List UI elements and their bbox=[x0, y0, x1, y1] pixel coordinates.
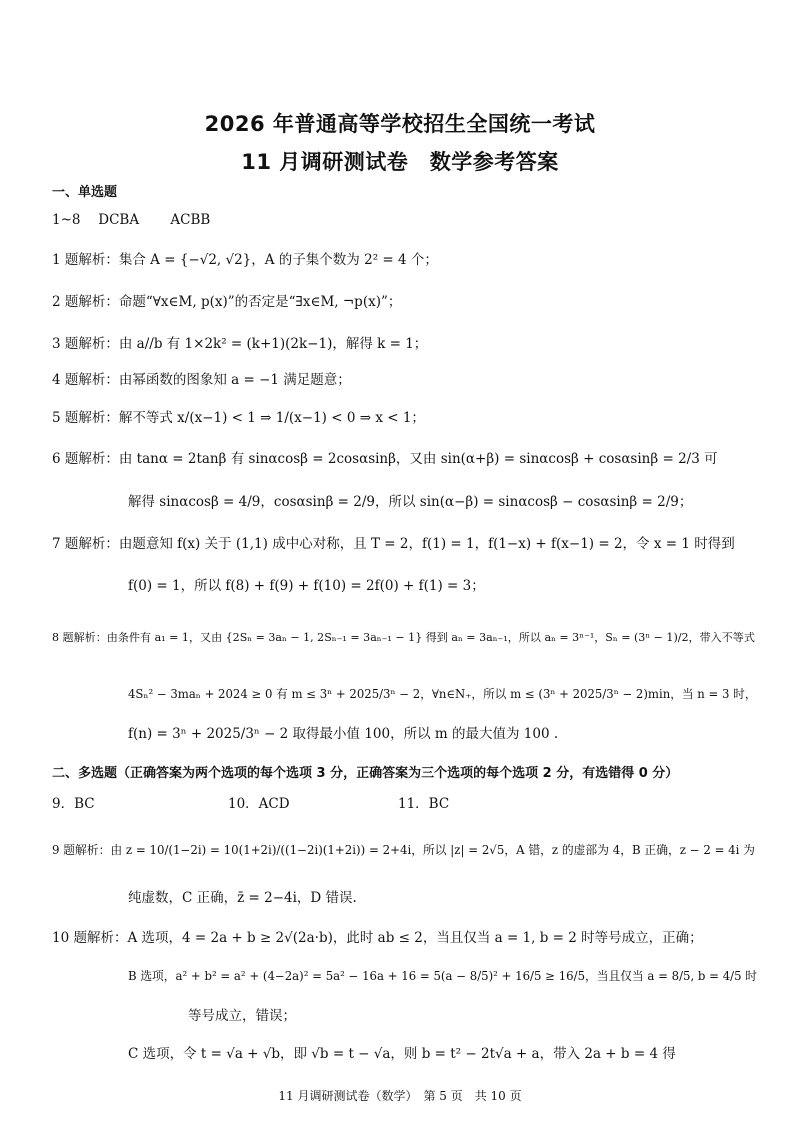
answer-key-1-8: 1~8 DCBA ACBB bbox=[52, 212, 211, 228]
solution-line: 4 题解析：由幂函数的图象知 a = −1 满足题意； bbox=[52, 372, 351, 388]
page-title: 2026 年普通高等学校招生全国统一考试 bbox=[204, 112, 596, 136]
solution-line: 解得 sinαcosβ = 4/9，cosαsinβ = 2/9，所以 sin(α−β) = sinαcosβ − cosαsinβ = 2/9； bbox=[128, 494, 693, 510]
section-heading-multi-choice: 二、多选题（正确答案为两个选项的每个选项 3 分，正确答案为三个选项的每个选项 2 分，有选错得 0 分） bbox=[52, 766, 679, 781]
answer-key-9: 9．BC bbox=[52, 796, 95, 812]
solution-line: 3 题解析：由 a//b 有 1×2k² = (k+1)(2k−1)，解得 k = 1； bbox=[52, 336, 428, 352]
solution-line: f(0) = 1，所以 f(8) + f(9) + f(10) = 2f(0) + f(1) = 3； bbox=[128, 578, 485, 594]
solution-line: 6 题解析：由 tanα = 2tanβ 有 sinαcosβ = 2cosαsinβ，又由 sin(α+β) = sinαcosβ + cosαsinβ = 2/3 可 bbox=[52, 451, 718, 467]
solution-line: 7 题解析：由题意知 f(x) 关于 (1,1) 成中心对称，且 T = 2，f(1) = 1，f(1−x) + f(x−1) = 2，令 x = 1 时得到 bbox=[52, 536, 735, 552]
section-heading-single-choice: 一、单选题 bbox=[52, 185, 118, 200]
solution-line: 10 题解析：A 选项，4 = 2a + b ≥ 2√(2a·b)，此时 ab ≤ 2，当且仅当 a = 1, b = 2 时等号成立，正确； bbox=[52, 930, 703, 946]
solution-line: 纯虚数，C 正确，z̄ = 2−4i，D 错误. bbox=[128, 890, 357, 906]
page-subtitle: 11 月调研测试卷 数学参考答案 bbox=[241, 150, 559, 174]
solution-line: 1 题解析：集合 A = {−√2, √2}，A 的子集个数为 2² = 4 个； bbox=[52, 252, 438, 268]
page-footer: 11 月调研测试卷（数学） 第 5 页 共 10 页 bbox=[278, 1089, 522, 1103]
solution-line: B 选项，a² + b² = a² + (4−2a)² = 5a² − 16a + 16 = 5(a − 8/5)² + 16/5 ≥ 16/5，当且仅当 a = 8/5, b = 4/5 时 bbox=[128, 969, 757, 983]
answer-key-11: 11．BC bbox=[398, 796, 450, 812]
solution-line: 4Sₙ² − 3maₙ + 2024 ≥ 0 有 m ≤ 3ⁿ + 2025/3ⁿ − 2，∀n∈N₊，所以 m ≤ (3ⁿ + 2025/3ⁿ − 2)min，当 n = 3 时， bbox=[128, 687, 757, 701]
solution-line: C 选项，令 t = √a + √b，即 √b = t − √a，则 b = t² − 2t√a + a，带入 2a + b = 4 得 bbox=[128, 1046, 676, 1062]
solution-line: 等号成立，错误； bbox=[188, 1008, 296, 1024]
solution-line: 2 题解析：命题“∀x∈M, p(x)”的否定是“∃x∈M, ¬p(x)”； bbox=[52, 294, 402, 310]
answer-key-10: 10．ACD bbox=[228, 796, 290, 812]
solution-line: f(n) = 3ⁿ + 2025/3ⁿ − 2 取得最小值 100，所以 m 的最大值为 100 . bbox=[128, 726, 559, 742]
solution-line: 8 题解析：由条件有 a₁ = 1，又由 {2Sₙ = 3aₙ − 1, 2Sₙ₋₁ = 3aₙ₋₁ − 1} 得到 aₙ = 3aₙ₋₁，所以 aₙ = 3ⁿ⁻¹，Sₙ = (3ⁿ − 1)/2，带入不等式 bbox=[52, 631, 755, 644]
solution-line: 5 题解析：解不等式 x/(x−1) < 1 ⇒ 1/(x−1) < 0 ⇒ x < 1； bbox=[52, 410, 425, 426]
solution-line: 9 题解析：由 z = 10/(1−2i) = 10(1+2i)/((1−2i)(1+2i)) = 2+4i，所以 |z| = 2√5，A 错，z 的虚部为 4，B 正确，z − 2 = 4i 为 bbox=[52, 843, 755, 857]
